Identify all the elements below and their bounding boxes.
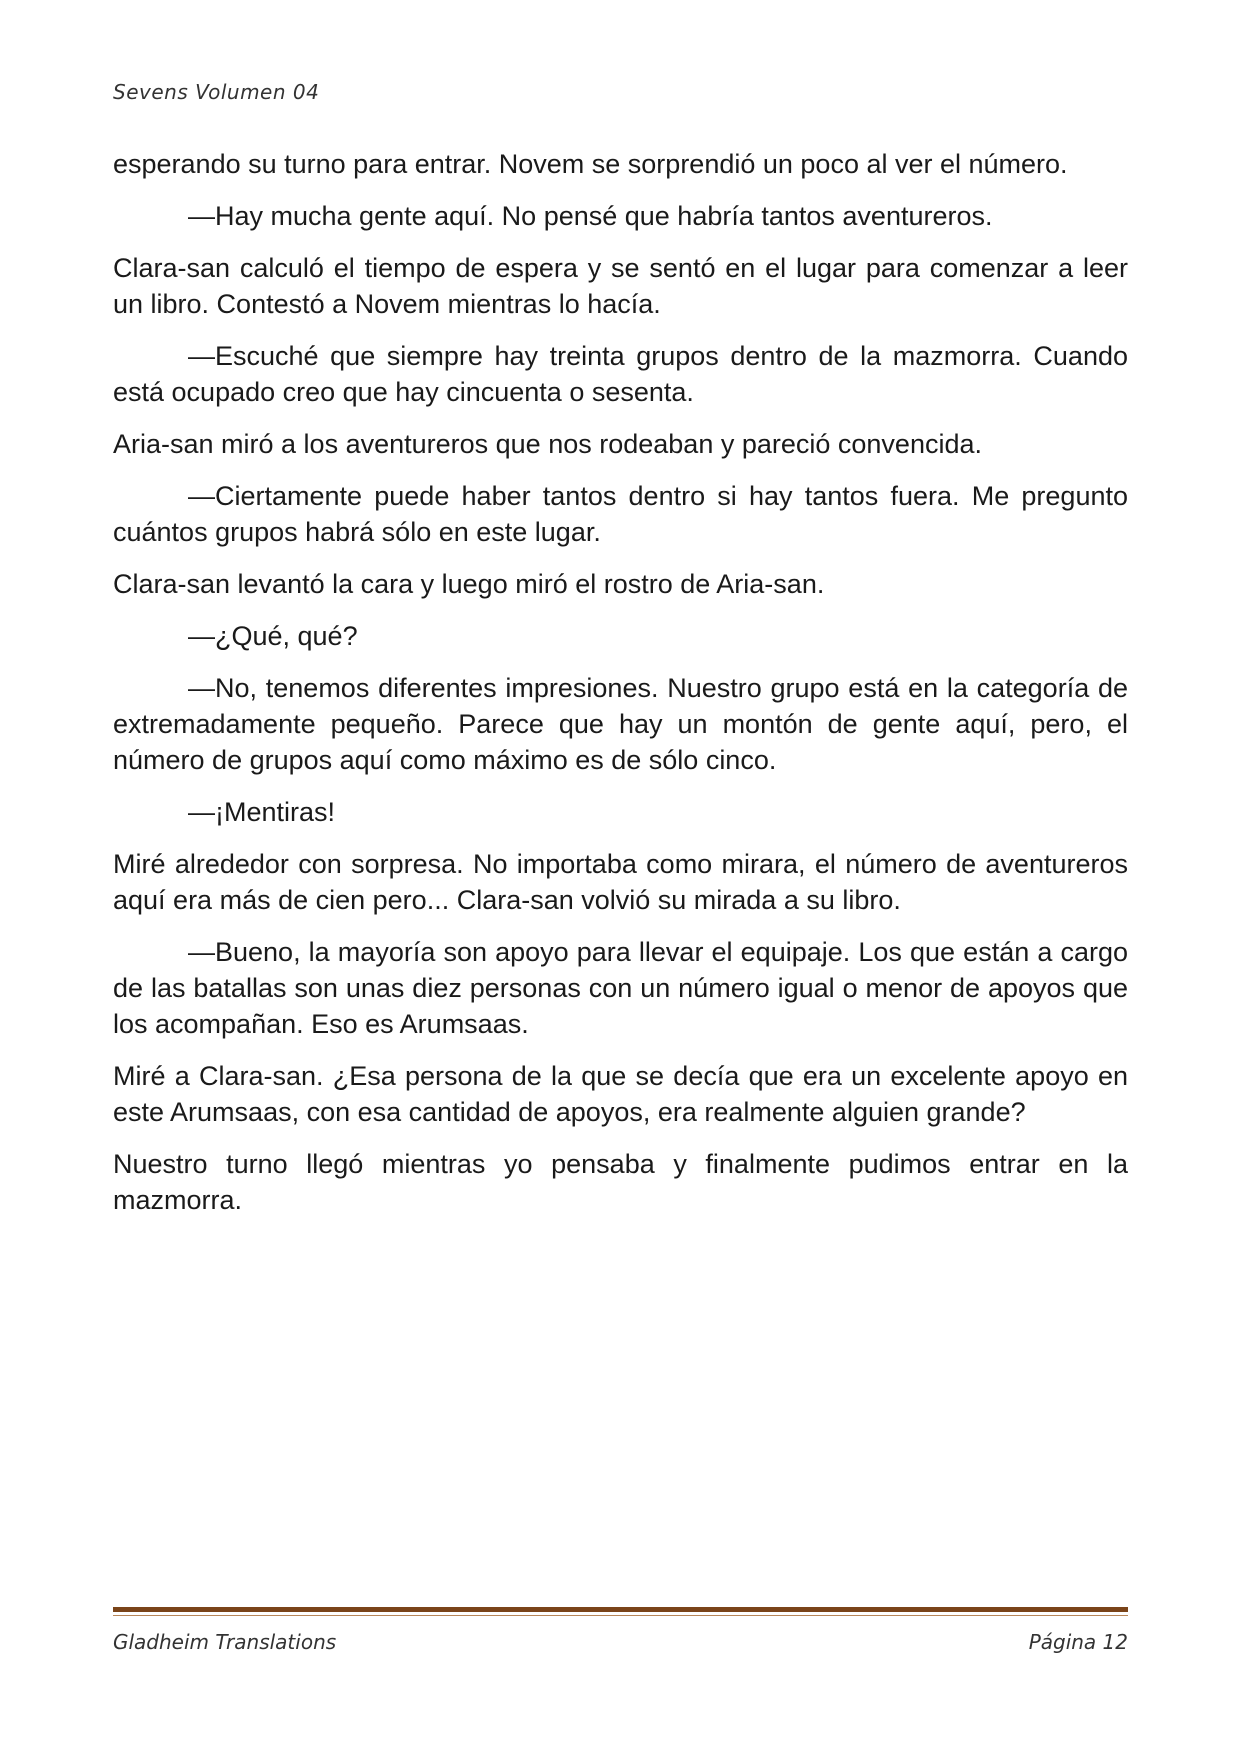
paragraph: Miré a Clara-san. ¿Esa persona de la que se decía que era un excelente apoyo en este Arumsaas, con esa cantidad de apoyos, era realmente alguien grande? bbox=[113, 1061, 1128, 1127]
dialogue-paragraph: —Ciertamente puede haber tantos dentro si hay tantos fuera. Me pregunto cuántos grupos habrá sólo en este lugar. bbox=[113, 481, 1128, 547]
paragraph: Aria-san miró a los aventureros que nos rodeaban y pareció convencida. bbox=[113, 429, 982, 459]
running-header: Sevens Volumen 04 bbox=[113, 80, 320, 104]
paragraph: Clara-san levantó la cara y luego miró el rostro de Aria-san. bbox=[113, 569, 825, 599]
footer-divider bbox=[113, 1607, 1128, 1612]
dialogue-paragraph: —Escuché que siempre hay treinta grupos dentro de la mazmorra. Cuando está ocupado creo que hay cincuenta o sesenta. bbox=[113, 341, 1128, 407]
dialogue-paragraph: —¿Qué, qué? bbox=[188, 621, 358, 651]
dialogue-paragraph: —Hay mucha gente aquí. No pensé que habría tantos aventureros. bbox=[188, 201, 993, 231]
document-body bbox=[113, 146, 1128, 1234]
page-number: Página 12 bbox=[1028, 1630, 1128, 1654]
dialogue-paragraph: —No, tenemos diferentes impresiones. Nuestro grupo está en la categoría de extremadamente pequeño. Parece que hay un montón de gente aquí, pero, el número de grupos aquí como máximo es de sólo cinco. bbox=[113, 673, 1128, 775]
paragraph: Clara-san calculó el tiempo de espera y se sentó en el lugar para comenzar a leer un libro. Contestó a Novem mientras lo hacía. bbox=[113, 253, 1128, 319]
paragraph: Nuestro turno llegó mientras yo pensaba y finalmente pudimos entrar en la mazmorra. bbox=[113, 1149, 1128, 1215]
paragraph: Miré alrededor con sorpresa. No importaba como mirara, el número de aventureros aquí era más de cien pero... Clara-san volvió su mirada a su libro. bbox=[113, 849, 1128, 915]
dialogue-paragraph: —Bueno, la mayoría son apoyo para llevar el equipaje. Los que están a cargo de las batallas son unas diez personas con un número igual o menor de apoyos que los acompañan. Eso es Arumsaas. bbox=[113, 937, 1128, 1039]
paragraph: esperando su turno para entrar. Novem se sorprendió un poco al ver el número. bbox=[113, 149, 1068, 179]
footer-publisher: Gladheim Translations bbox=[113, 1630, 337, 1654]
footer-divider-thin bbox=[113, 1615, 1128, 1616]
dialogue-paragraph: —¡Mentiras! bbox=[188, 797, 336, 827]
